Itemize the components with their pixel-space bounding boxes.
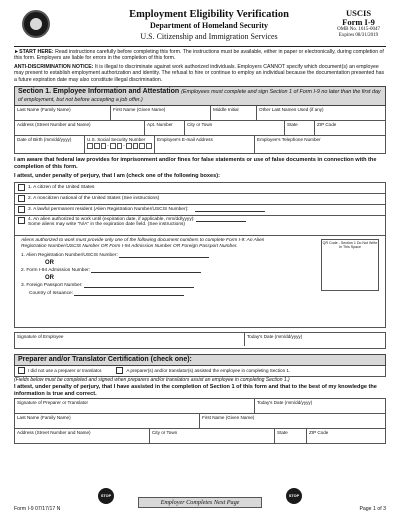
agency-name: U.S. Citizenship and Immigration Services [140, 32, 278, 41]
start-here-text: Read instructions carefully before completing this form. The instructions must be available, either in paper or electronically, during completion of this form. Employers are liable for errors in the completion of this form. [14, 49, 384, 62]
city-field[interactable]: City or Town [185, 121, 285, 135]
i94-input[interactable] [91, 268, 201, 273]
footer-bottom [14, 506, 386, 512]
doc-label: Country of Issuance: [29, 291, 73, 297]
preparer-state-field[interactable]: State [275, 429, 307, 443]
dob-field[interactable]: Date of Birth (mm/dd/yyyy) [15, 136, 85, 153]
option-label: 4. An alien authorized to work until (expiration date, if applicable, mm/dd/yyyy): [28, 216, 195, 222]
qr-code-area: QR Code - Section 1 Do Not Write In This Space [321, 239, 379, 291]
zip-field[interactable]: ZIP Code [317, 122, 337, 128]
employee-date-field[interactable]: Today's Date (mm/dd/yyyy) [247, 333, 303, 339]
preparer-name-row [14, 414, 386, 429]
preparer-first-name-field[interactable]: First Name (Given Name) [202, 415, 255, 421]
employer-banner-text: Employer Completes Next Page [138, 497, 263, 508]
attest-statement: I attest, under penalty of perjury, that I am (check one of the following boxes): [14, 173, 220, 180]
address-row [14, 121, 386, 136]
option-permanent-resident[interactable] [14, 205, 386, 216]
omb-number: OMB No. 1615-0047 [337, 27, 380, 32]
checkbox[interactable] [18, 206, 25, 213]
preparer-option-1: I did not use a preparer or translator. [28, 368, 103, 374]
aware-statement: I am aware that federal law provides for imprisonment and/or fines for false statements or use of false documents in connection with the completion of this form. [14, 157, 377, 170]
option-citizen[interactable] [14, 182, 386, 194]
preparer-header [14, 354, 386, 366]
header-divider [14, 46, 386, 47]
expiration-date-input[interactable] [196, 217, 246, 222]
email-field[interactable]: Employee's E-mail Address [155, 136, 255, 153]
other-names-field[interactable]: Other Last Names Used (if any) [259, 107, 324, 113]
employee-signature-field[interactable]: Signature of Employee [15, 333, 245, 346]
contact-row [14, 136, 386, 154]
section1-note: (Employees must complete and sign Section 1 of Form I-9 no later than the first day of employment, but not before accepting a job offer.) [18, 89, 381, 104]
anti-discrimination-notice [14, 64, 386, 83]
preparer-city-field[interactable]: City or Town [150, 429, 275, 443]
header-titles [94, 9, 324, 42]
preparer-options [14, 366, 386, 377]
preparer-attest: I attest, under penalty of perjury, that I have assisted in the completion of Section 1 of this form and that to the best of my knowledge the information is true and correct. [14, 384, 377, 397]
address-field[interactable]: Address (Street Number and Name) [15, 121, 145, 135]
preparer-title: Preparer and/or Translator Certification (check one): [18, 355, 192, 363]
page-number: Page 1 of 3 [359, 506, 386, 512]
option-label: 1. A citizen of the United States [28, 185, 95, 191]
preparer-date-field[interactable]: Today's Date (mm/dd/yyyy) [257, 400, 313, 406]
preparer-option-2: A preparer(s) and/or translator(s) assisted the employee in completing Section 1. [126, 368, 291, 374]
doc-label: 3. Foreign Passport Number: [21, 283, 83, 289]
form-revision: Form I-9 07/17/17 N [14, 506, 61, 512]
doc-label: 2. Form I-94 Admission Number: [21, 268, 91, 274]
option4-note: Some aliens may write "N/A" in the expiration date field. (See instructions) [28, 221, 185, 227]
or-label: OR [45, 260, 54, 267]
ssn-boxes: - - [87, 143, 152, 149]
checkbox[interactable] [18, 217, 25, 224]
preparer-last-name-field[interactable]: Last Name (Family Name) [15, 414, 200, 428]
country-input[interactable] [74, 291, 184, 296]
expiration: Expires 08/31/2019 [338, 33, 379, 38]
first-name-field[interactable]: First Name (Given Name) [111, 106, 211, 120]
form-id-block [337, 9, 380, 39]
option-noncitizen-national[interactable] [14, 194, 386, 205]
middle-initial-field[interactable]: Middle Initial [211, 106, 257, 120]
preparer-signature-field[interactable]: Signature of Preparer or Translator [15, 399, 255, 413]
form-agency: USCIS [346, 8, 372, 18]
section1-header [14, 86, 386, 106]
preparer-note: (Fields below must be completed and signed when preparers and/or translators assist an employee in completing Section 1.) [14, 376, 290, 383]
department-name: Department of Homeland Security [150, 21, 268, 30]
form-title: Employment Eligibility Verification [129, 9, 289, 20]
state-field[interactable]: State [285, 121, 315, 135]
option-label: 2. A noncitizen national of the United States (See instructions) [28, 196, 160, 202]
checkbox[interactable] [18, 184, 25, 191]
alien-documents-block [14, 236, 386, 328]
section1-title: Section 1. Employee Information and Attestation [18, 88, 180, 96]
stop-sign-icon: STOP [286, 488, 302, 504]
country-row [29, 291, 379, 296]
employee-signature-row [14, 332, 386, 349]
last-name-field[interactable]: Last Name (Family Name) [15, 106, 111, 120]
or-label: OR [45, 275, 54, 282]
passport-input[interactable] [84, 283, 194, 288]
alien-instructions: Aliens authorized to work must provide only one of the following document numbers to complete Form I-9: An Alien Registration Number/USCIS Number OR Form I-94 Admission Number OR Foreign Passport Number. [21, 237, 265, 249]
form-footer [14, 488, 386, 512]
ssn-label: U.S. Social Security Number [87, 137, 146, 143]
checkbox[interactable] [18, 195, 25, 202]
alien-reg-input[interactable] [119, 253, 209, 258]
apt-number-field[interactable]: Apt. Number [145, 121, 185, 135]
preparer-address-field[interactable]: Address (Street Number and Name) [15, 429, 150, 443]
alien-number-input[interactable] [195, 207, 265, 212]
name-row [14, 106, 386, 121]
checkbox[interactable] [18, 367, 25, 374]
anti-discrimination-label: ANTI-DISCRIMINATION NOTICE: [14, 63, 94, 70]
stop-sign-icon: STOP [98, 488, 114, 504]
form-name: Form I-9 [342, 17, 375, 27]
ssn-field[interactable] [85, 136, 155, 153]
phone-field[interactable]: Employee's Telephone Number [257, 137, 321, 143]
start-here-label: ►START HERE: [14, 49, 54, 55]
dhs-seal-icon [22, 10, 50, 38]
preparer-sig-row [14, 398, 386, 414]
form-header [14, 0, 386, 46]
preparer-address-row [14, 429, 386, 444]
anti-discrimination-text: It is illegal to discriminate against work authorized individuals. Employers CANNOT specify which document(s) an employee may present to establish employment authorization and identity. The refusal to hire or continue to employ an individual because the documentation presented has a future expiration date may also constitute illegal discrimination. [14, 63, 385, 83]
doc-label: 1. Alien Registration Number/USCIS Number: [21, 253, 118, 259]
option-alien-authorized[interactable] [14, 216, 386, 236]
start-here-notice [14, 49, 386, 62]
checkbox[interactable] [116, 367, 123, 374]
preparer-zip-field[interactable]: ZIP Code [309, 430, 329, 436]
option-label: 3. A lawful permanent resident (Alien Registration Number/USCIS Number): [28, 207, 189, 213]
